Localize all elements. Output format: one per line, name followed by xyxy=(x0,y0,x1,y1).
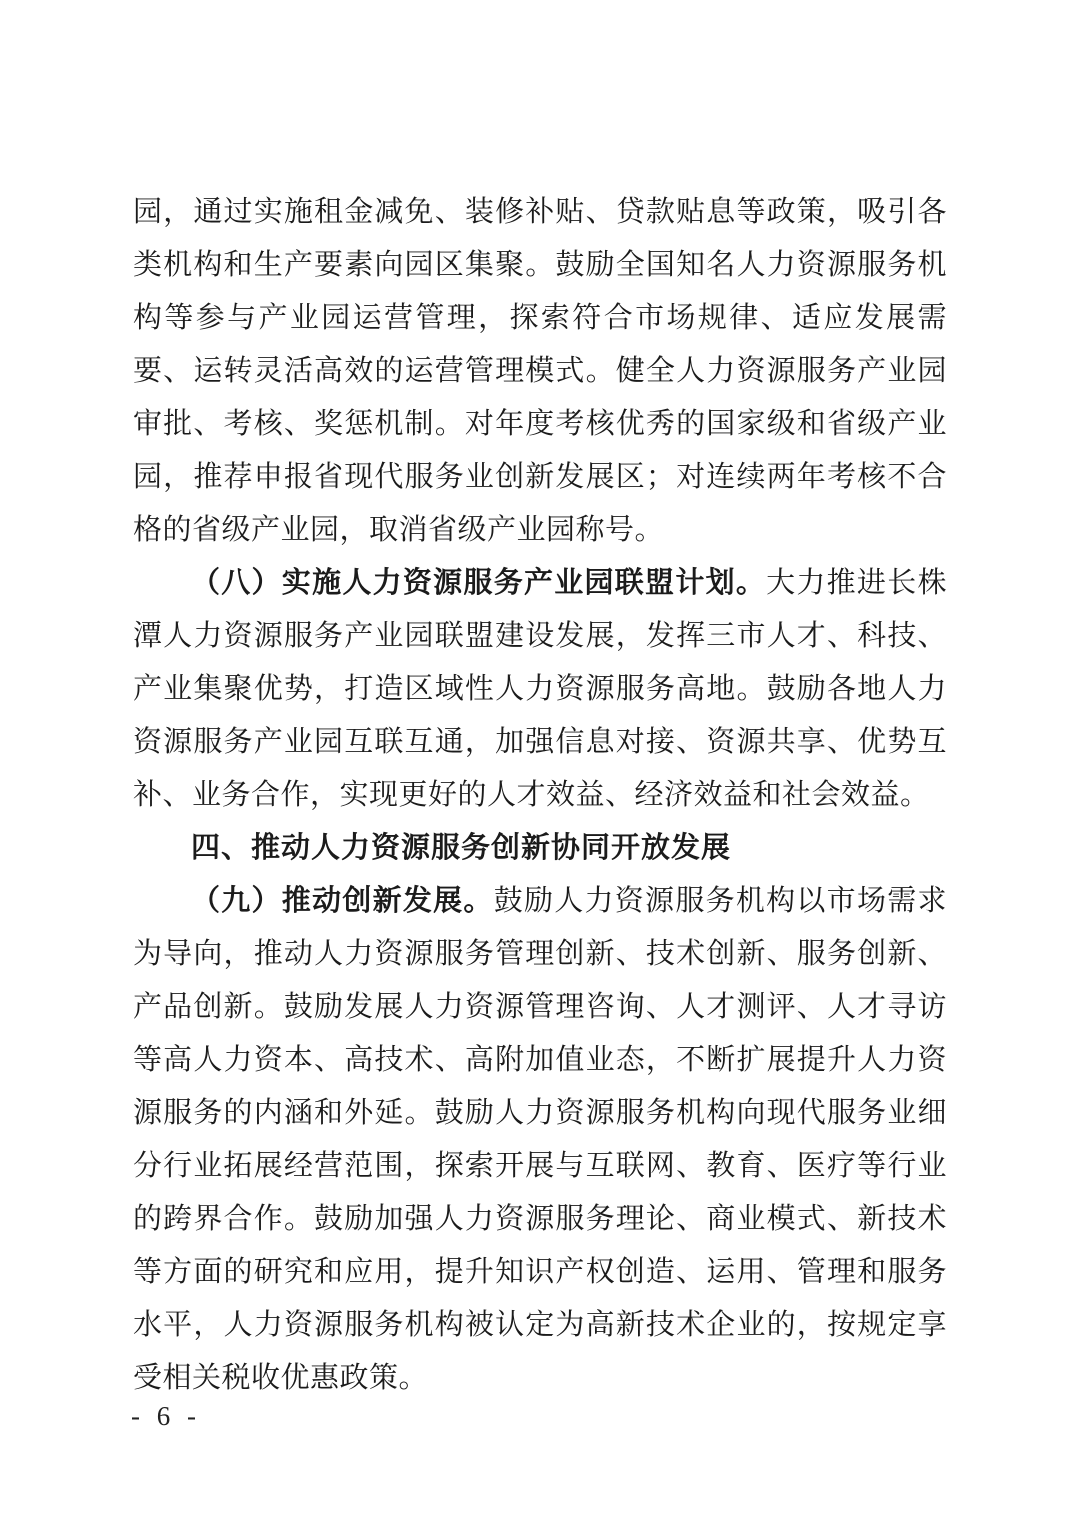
document-body xyxy=(133,186,947,1405)
paragraph-item-9-title: （九）推动创新发展。 xyxy=(191,885,494,917)
paragraph-continuation: 园，通过实施租金减免、装修补贴、贷款贴息等政策，吸引各类机构和生产要素向园区集聚。鼓励全国知名人力资源服务机构等参与产业园运营管理，探索符合市场规律、适应发展需要、运转灵活高效的运营管理模式。健全人力资源服务产业园审批、考核、奖惩机制。对年度考核优秀的国家级和省级产业园，推荐申报省现代服务业创新发展区；对连续两年考核不合格的省级产业园，取消省级产业园称号。 xyxy=(133,196,947,546)
paragraph-item-8 xyxy=(133,557,947,822)
paragraph-item-9-body: 鼓励人力资源服务机构以市场需求为导向，推动人力资源服务管理创新、技术创新、服务创新、产品创新。鼓励发展人力资源管理咨询、人才测评、人才寻访等高人力资本、高技术、高附加值业态，不断扩展提升人力资源服务的内涵和外延。鼓励人力资源服务机构向现代服务业细分行业拓展经营范围，探索开展与互联网、教育、医疗等行业的跨界合作。鼓励加强人力资源服务理论、商业模式、新技术等方面的研究和应用，提升知识产权创造、运用、管理和服务水平，人力资源服务机构被认定为高新技术企业的，按规定享受相关税收优惠政策。 xyxy=(133,885,947,1394)
paragraph-item-9 xyxy=(133,875,947,1405)
section-heading-4: 四、推动人力资源服务创新协同开放发展 xyxy=(191,832,732,864)
paragraph-item-8-title: （八）实施人力资源服务产业园联盟计划。 xyxy=(191,567,767,599)
page-number: - 6 - xyxy=(131,1401,198,1431)
paragraph-item-8-body: 大力推进长株潭人力资源服务产业园联盟建设发展，发挥三市人才、科技、产业集聚优势，打造区域性人力资源服务高地。鼓励各地人力资源服务产业园互联互通，加强信息对接、资源共享、优势互补、业务合作，实现更好的人才效益、经济效益和社会效益。 xyxy=(133,567,947,811)
